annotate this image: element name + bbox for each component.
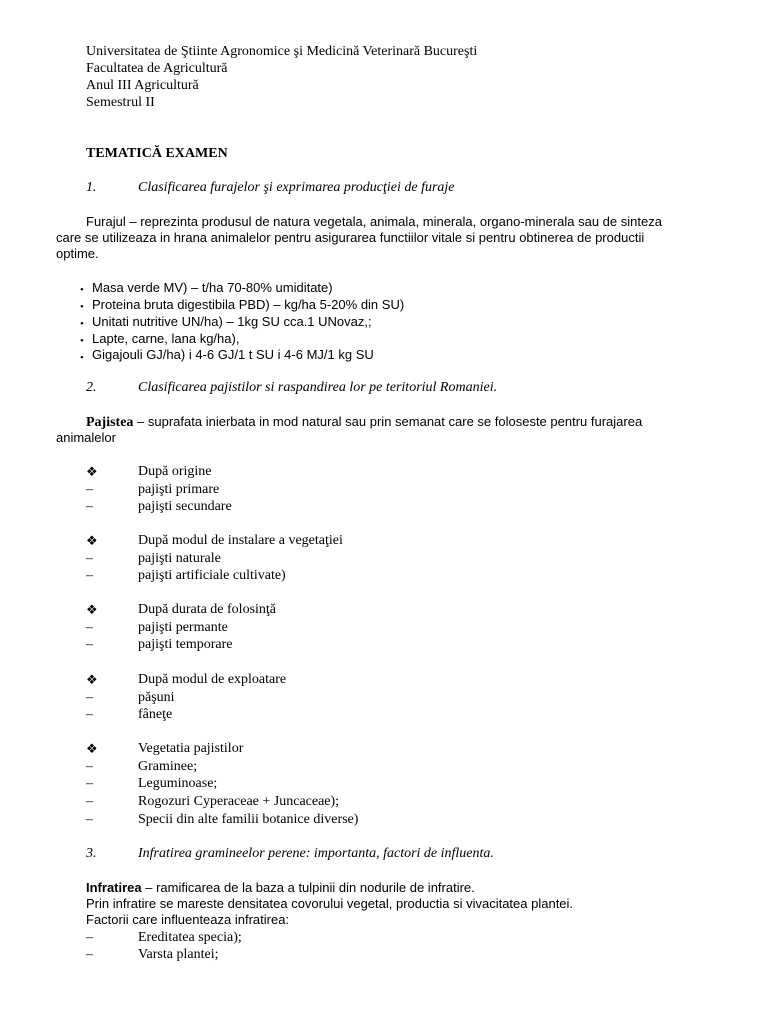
dash-bullet-icon: – bbox=[86, 551, 93, 566]
bullet-icon: • bbox=[80, 284, 84, 296]
term-infratirea: Infratirea bbox=[86, 880, 142, 895]
diamond-bullet-icon: ❖ bbox=[86, 741, 98, 756]
dash-bullet-icon: – bbox=[86, 794, 93, 809]
dash-bullet-icon: – bbox=[86, 930, 93, 945]
bullet-item: Masa verde MV) – t/ha 70-80% umiditate) bbox=[92, 280, 333, 295]
group-item: pajişti naturale bbox=[138, 551, 221, 566]
section3-line2: Prin infratire se mareste densitatea covorului vegetal, productia si vivacitatea plantei. bbox=[86, 896, 574, 911]
group-item: pajişti primare bbox=[138, 482, 220, 497]
university-name: Universitatea de Ştiinte Agronomice şi Medicină Veterinară Bucureşti bbox=[86, 44, 478, 59]
dash-bullet-icon: – bbox=[86, 707, 93, 722]
factor-item: Ereditatea specia); bbox=[138, 930, 242, 945]
bullet-item: Lapte, carne, lana kg/ha), bbox=[92, 331, 240, 346]
term-pajistea-definition: – suprafata inierbata in mod natural sau prin semanat care se foloseste pentru furajarea bbox=[133, 414, 643, 429]
factor-item: Varsta plantei; bbox=[138, 947, 219, 962]
bullet-icon: • bbox=[80, 318, 84, 330]
bullet-icon: • bbox=[80, 301, 84, 313]
diamond-bullet-icon: ❖ bbox=[86, 672, 98, 687]
section3-number: 3. bbox=[86, 846, 97, 861]
diamond-bullet-icon: ❖ bbox=[86, 464, 98, 479]
section1-heading: Clasificarea furajelor şi exprimarea producţiei de furaje bbox=[138, 180, 455, 195]
section2-para-line1 bbox=[86, 414, 642, 432]
bullet-item: Unitati nutritive UN/ha) – 1kg SU cca.1 UNovaz,; bbox=[92, 314, 372, 329]
group-title: După durata de folosinţă bbox=[138, 602, 277, 617]
group-item: Leguminoase; bbox=[138, 776, 218, 791]
group-title: După modul de exploatare bbox=[138, 672, 287, 687]
semester-line: Semestrul II bbox=[86, 95, 155, 110]
group-item: pajişti permante bbox=[138, 620, 228, 635]
diamond-bullet-icon: ❖ bbox=[86, 533, 98, 548]
diamond-bullet-icon: ❖ bbox=[86, 602, 98, 617]
section1-para-line3: optime. bbox=[56, 246, 99, 261]
dash-bullet-icon: – bbox=[86, 620, 93, 635]
bullet-icon: • bbox=[80, 352, 84, 364]
dash-bullet-icon: – bbox=[86, 482, 93, 497]
dash-bullet-icon: – bbox=[86, 568, 93, 583]
term-infratirea-definition: – ramificarea de la baza a tulpinii din nodurile de infratire. bbox=[141, 880, 475, 895]
year-line: Anul III Agricultură bbox=[86, 78, 199, 93]
group-item: Specii din alte familii botanice diverse) bbox=[138, 812, 359, 827]
dash-bullet-icon: – bbox=[86, 637, 93, 652]
group-title: După origine bbox=[138, 464, 212, 479]
bullet-icon: • bbox=[80, 335, 84, 347]
bullet-item: Gigajouli GJ/ha) i 4-6 GJ/1 t SU i 4-6 MJ/1 kg SU bbox=[92, 347, 374, 362]
group-item: pajişti secundare bbox=[138, 499, 232, 514]
dash-bullet-icon: – bbox=[86, 776, 93, 791]
section3-line3: Factorii care influenteaza infratirea: bbox=[86, 912, 290, 927]
dash-bullet-icon: – bbox=[86, 812, 93, 827]
bullet-item: Proteina bruta digestibila PBD) – kg/ha 5-20% din SU) bbox=[92, 297, 405, 312]
group-title: După modul de instalare a vegetaţiei bbox=[138, 533, 343, 548]
page-title: TEMATICĂ EXAMEN bbox=[86, 146, 228, 161]
section1-number: 1. bbox=[86, 180, 97, 195]
section3-heading: Infratirea gramineelor perene: importanta, factori de influenta. bbox=[138, 846, 494, 861]
section1-para-line1: Furajul – reprezinta produsul de natura vegetala, animala, minerala, organo-minerala sau de sinteza bbox=[86, 214, 662, 229]
section2-number: 2. bbox=[86, 380, 97, 395]
group-title: Vegetatia pajistilor bbox=[138, 741, 244, 756]
term-pajistea: Pajistea bbox=[86, 415, 134, 430]
section2-heading: Clasificarea pajistilor si raspandirea lor pe teritoriul Romaniei. bbox=[138, 380, 498, 395]
group-item: Rogozuri Cyperaceae + Juncaceae); bbox=[138, 794, 340, 809]
group-item: pajişti temporare bbox=[138, 637, 233, 652]
dash-bullet-icon: – bbox=[86, 690, 93, 705]
section3-line1 bbox=[86, 880, 475, 897]
faculty-name: Facultatea de Agricultură bbox=[86, 61, 228, 76]
group-item: păşuni bbox=[138, 690, 175, 705]
section2-para-line2: animalelor bbox=[56, 430, 116, 445]
group-item: pajişti artificiale cultivate) bbox=[138, 568, 286, 583]
dash-bullet-icon: – bbox=[86, 947, 93, 962]
dash-bullet-icon: – bbox=[86, 759, 93, 774]
section1-para-line2: care se utilizeaza in hrana animalelor pentru asigurarea functiilor vitale si pentru obtinerea de productii bbox=[56, 230, 645, 245]
dash-bullet-icon: – bbox=[86, 499, 93, 514]
group-item: Graminee; bbox=[138, 759, 198, 774]
group-item: fâneţe bbox=[138, 707, 173, 722]
